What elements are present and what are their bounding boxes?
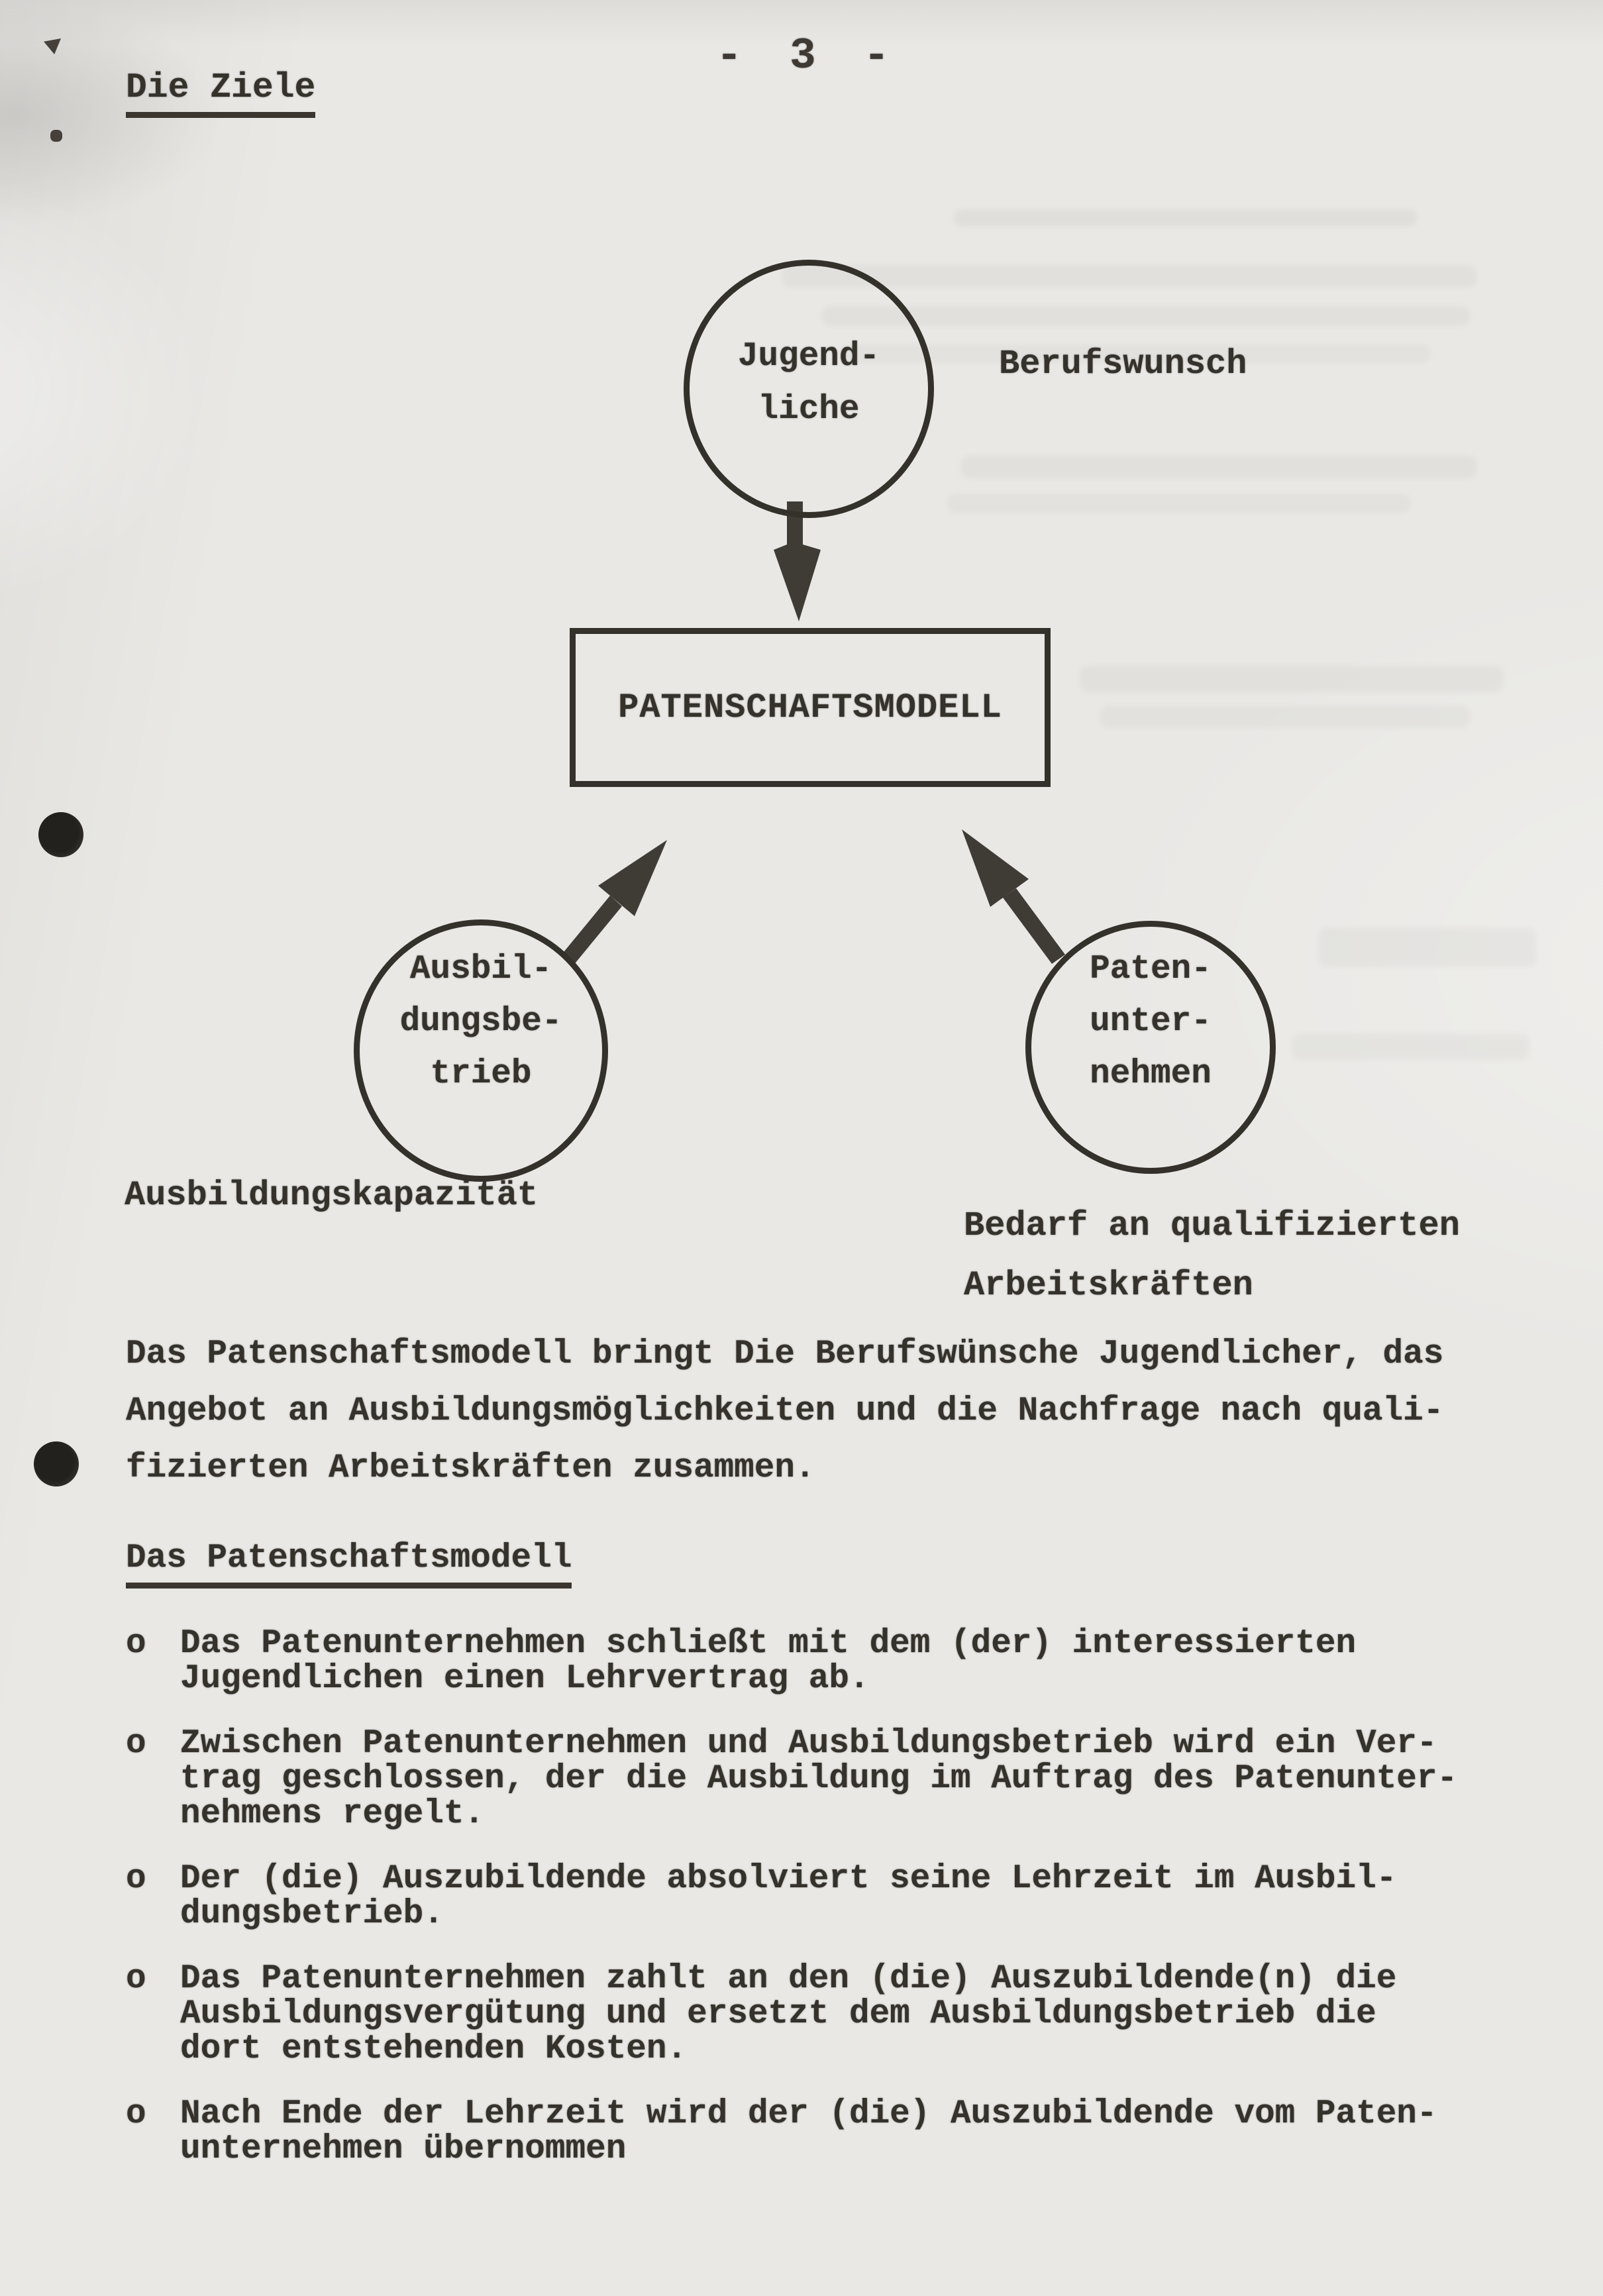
page-title: Die Ziele bbox=[126, 70, 315, 118]
bullet-marker: o bbox=[126, 2095, 146, 2133]
node-text: PATENSCHAFTSMODELL bbox=[618, 688, 1002, 727]
bullet-item bbox=[126, 1626, 1457, 1696]
text-line: Zwischen Patenunternehmen und Ausbildungsbetrieb wird ein Ver- bbox=[180, 1725, 1437, 1763]
text-line: Paten- bbox=[1090, 950, 1212, 988]
text-line: unter- bbox=[1090, 1002, 1212, 1041]
arrow-up-left-shaft bbox=[1003, 888, 1065, 964]
bullet-text bbox=[180, 1861, 1396, 1932]
text-line: nehmen bbox=[1090, 1055, 1212, 1093]
bullet-text bbox=[180, 1726, 1457, 1832]
bleed-through-mark bbox=[954, 209, 1418, 227]
bullet-item bbox=[126, 1726, 1457, 1832]
arrow-up-left-head bbox=[962, 829, 1029, 907]
bullet-item bbox=[126, 1861, 1457, 1932]
text-line: dort entstehenden Kosten. bbox=[180, 2030, 688, 2068]
staple-mark bbox=[50, 130, 62, 142]
hole-punch-dot bbox=[38, 812, 83, 857]
staple-mark bbox=[44, 38, 61, 54]
page-number: - 3 - bbox=[715, 31, 901, 81]
bleed-through-mark bbox=[947, 494, 1411, 513]
text-line: Arbeitskräften bbox=[964, 1266, 1253, 1305]
diagram-label-berufswunsch: Berufswunsch bbox=[999, 344, 1247, 384]
arrow-up-right-head bbox=[598, 840, 667, 916]
text-line: Jugendlichen einen Lehrvertrag ab. bbox=[180, 1660, 870, 1698]
text-line: Das Patenunternehmen schließt mit dem (der) interessierten bbox=[180, 1625, 1357, 1663]
diagram-node-jugendliche bbox=[684, 260, 934, 518]
arrow-down bbox=[774, 501, 821, 621]
diagram-label-bedarf bbox=[964, 1196, 1460, 1316]
text-line: Angebot an Ausbildungsmöglichkeiten und die Nachfrage nach quali- bbox=[126, 1392, 1444, 1430]
text-line: dungsbe- bbox=[399, 1002, 562, 1041]
text-line: Das Patenunternehmen zahlt an den (die) Auszubildende(n) die bbox=[180, 1960, 1397, 1998]
node-text bbox=[400, 943, 562, 1100]
intro-paragraph bbox=[126, 1326, 1443, 1497]
bleed-through-mark bbox=[821, 306, 1471, 326]
bullet-marker: o bbox=[126, 1960, 146, 1998]
bullet-item bbox=[126, 1961, 1457, 2067]
bleed-through-mark bbox=[1318, 927, 1537, 967]
diagram-node-patenunternehmen bbox=[1025, 921, 1276, 1174]
text-line: trieb bbox=[430, 1055, 532, 1093]
bullet-text bbox=[180, 2097, 1437, 2167]
text-line: Nach Ende der Lehrzeit wird der (die) Auszubildende vom Paten- bbox=[180, 2095, 1437, 2133]
text-line: dungsbetrieb. bbox=[180, 1895, 444, 1933]
diagram-node-patenschaftsmodell bbox=[570, 628, 1051, 787]
text-line: Ausbil- bbox=[409, 950, 552, 988]
bleed-through-mark bbox=[782, 265, 1477, 287]
arrow-up-right-shaft bbox=[561, 896, 622, 966]
node-text bbox=[1090, 943, 1212, 1100]
text-line: Ausbildungsvergütung und ersetzt dem Ausbildungsbetrieb die bbox=[180, 1995, 1376, 2033]
bleed-through-mark bbox=[960, 456, 1477, 478]
hole-punch-dot bbox=[34, 1441, 79, 1487]
diagram-node-ausbildungsbetrieb bbox=[354, 919, 608, 1182]
node-text bbox=[738, 331, 880, 437]
section-heading: Das Patenschaftsmodell bbox=[126, 1541, 572, 1589]
bullet-list bbox=[126, 1626, 1457, 2197]
bullet-text bbox=[180, 1626, 1356, 1696]
text-line: Jugend- bbox=[737, 338, 880, 376]
bleed-through-mark bbox=[1100, 705, 1471, 728]
bullet-text bbox=[180, 1961, 1396, 2067]
text-line: trag geschlossen, der die Ausbildung im Auftrag des Patenunter- bbox=[180, 1760, 1458, 1798]
text-line: liche bbox=[758, 391, 860, 429]
text-line: nehmens regelt. bbox=[180, 1795, 485, 1833]
text-line: fizierten Arbeitskräften zusammen. bbox=[126, 1449, 815, 1487]
bullet-marker: o bbox=[126, 1625, 146, 1663]
bleed-through-mark bbox=[1080, 666, 1504, 692]
diagram-label-ausbildungskapazitaet: Ausbildungskapazität bbox=[125, 1176, 539, 1215]
bullet-marker: o bbox=[126, 1860, 146, 1898]
text-line: unternehmen übernommen bbox=[180, 2130, 627, 2168]
text-line: Der (die) Auszubildende absolviert seine Lehrzeit im Ausbil- bbox=[180, 1860, 1397, 1898]
text-line: Das Patenschaftsmodell bringt Die Berufswünsche Jugendlicher, das bbox=[126, 1335, 1444, 1373]
bleed-through-mark bbox=[1292, 1033, 1530, 1060]
bullet-item bbox=[126, 2097, 1457, 2167]
bullet-marker: o bbox=[126, 1725, 146, 1763]
text-line: Bedarf an qualifizierten bbox=[964, 1206, 1460, 1245]
